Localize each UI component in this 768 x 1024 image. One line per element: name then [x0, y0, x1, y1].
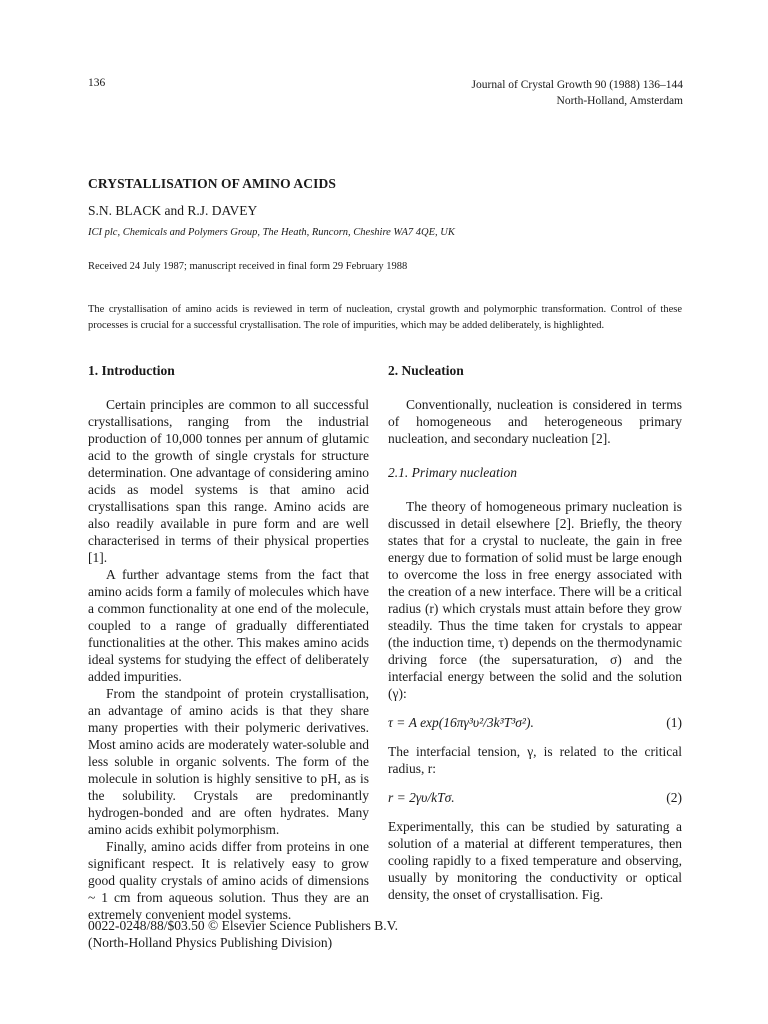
publisher-division-line: (North-Holland Physics Publishing Division) — [88, 935, 333, 950]
paragraph: From the standpoint of protein crystallisation, an advantage of amino acids is that they share many properties with their polymeric derivatives. Most amino acids are moderately water-soluble and less soluble in organic solvents. The form of the molecule in solution is highly sensitive to pH, as is the solubility. Crystals are predominantly hydrogen-bonded and are often hydrates. Many amino acids exhibit polymorphism. — [88, 686, 369, 837]
paragraph: A further advantage stems from the fact that amino acids form a family of molecules which have a common functionality at one end of the molecule, coupled to a range of gradually differentiated functionalities at the other. This makes amino acids ideal systems for studying the effect of deliberately added impurities. — [88, 567, 369, 684]
paragraph: Finally, amino acids differ from proteins in one significant respect. It is relatively easy to grow good quality crystals of amino acids of dimensions ~ 1 cm from aqueous solution. Thus they are an extremely convenient model systems. — [88, 839, 369, 922]
paragraph: The interfacial tension, γ, is related to the critical radius, r: — [388, 744, 682, 776]
equation-2-body: r = 2γυ/kTσ. — [388, 790, 455, 805]
article-title: CRYSTALLISATION OF AMINO ACIDS — [88, 176, 336, 191]
equation-2-number: (2) — [666, 790, 682, 805]
publisher-location: North-Holland, Amsterdam — [556, 95, 683, 107]
abstract: The crystallisation of amino acids is reviewed in term of nucleation, crystal growth and polymorphic transformation. Control of these processes is crucial for a successful crystallisation. The role of impurities, which may be added deliberately, is highlighted. — [88, 304, 682, 331]
paragraph: Conventionally, nucleation is considered in terms of homogeneous and heterogeneous primary nucleation, and secondary nucleation [2]. — [388, 397, 682, 446]
left-column — [88, 362, 369, 923]
equation-2 — [388, 789, 682, 806]
received-dates: Received 24 July 1987; manuscript received in final form 29 February 1988 — [88, 261, 408, 272]
author-affiliation: ICI plc, Chemicals and Polymers Group, The Heath, Runcorn, Cheshire WA7 4QE, UK — [88, 227, 455, 238]
copyright-footer — [88, 917, 398, 951]
article-authors: S.N. BLACK and R.J. DAVEY — [88, 203, 258, 218]
right-column — [388, 362, 682, 903]
paragraph: Certain principles are common to all successful crystallisations, ranging from the industrial production of 10,000 tonnes per annum of glutamic acid to the growth of single crystals for structure determination. One advantage of considering amino acids as model systems is that amino acid crystallisations span this range. Amino acids are also readily available in pure form and are well characterised in terms of their physical properties [1]. — [88, 397, 369, 565]
journal-citation: Journal of Crystal Growth 90 (1988) 136–144 — [471, 79, 683, 91]
page-number: 136 — [88, 77, 106, 89]
copyright-line: 0022-0248/88/$03.50 © Elsevier Science Publishers B.V. — [88, 918, 398, 933]
equation-1-number: (1) — [666, 715, 682, 730]
paragraph: The theory of homogeneous primary nucleation is discussed in detail elsewhere [2]. Briefly, the theory states that for a crystal to nucleate, the gain in free energy due to formation of solid must be large enough to overcome the loss in free energy associated with the creation of a new interface. There will be a critical radius (r) which crystals must attain before they grow steadily. Thus the time taken for crystals to appear (the induction time, τ) depends on the thermodynamic driving force (the supersaturation, σ) and the interfacial energy between the solid and the solution (γ): — [388, 499, 682, 701]
equation-1 — [388, 714, 682, 731]
equation-1-body: τ = A exp(16πγ³υ²/3k³T³σ²). — [388, 715, 534, 730]
subsection-heading-primary-nucleation: 2.1. Primary nucleation — [388, 465, 517, 480]
journal-info — [472, 77, 683, 109]
section-heading-nucleation: 2. Nucleation — [388, 363, 464, 378]
paragraph: Experimentally, this can be studied by saturating a solution of a material at different temperatures, then cooling rapidly to a fixed temperature and observing, usually by monitoring the conductivity or optical density, the onset of crystallisation. Fig. — [388, 819, 682, 902]
section-heading-introduction: 1. Introduction — [88, 363, 175, 378]
